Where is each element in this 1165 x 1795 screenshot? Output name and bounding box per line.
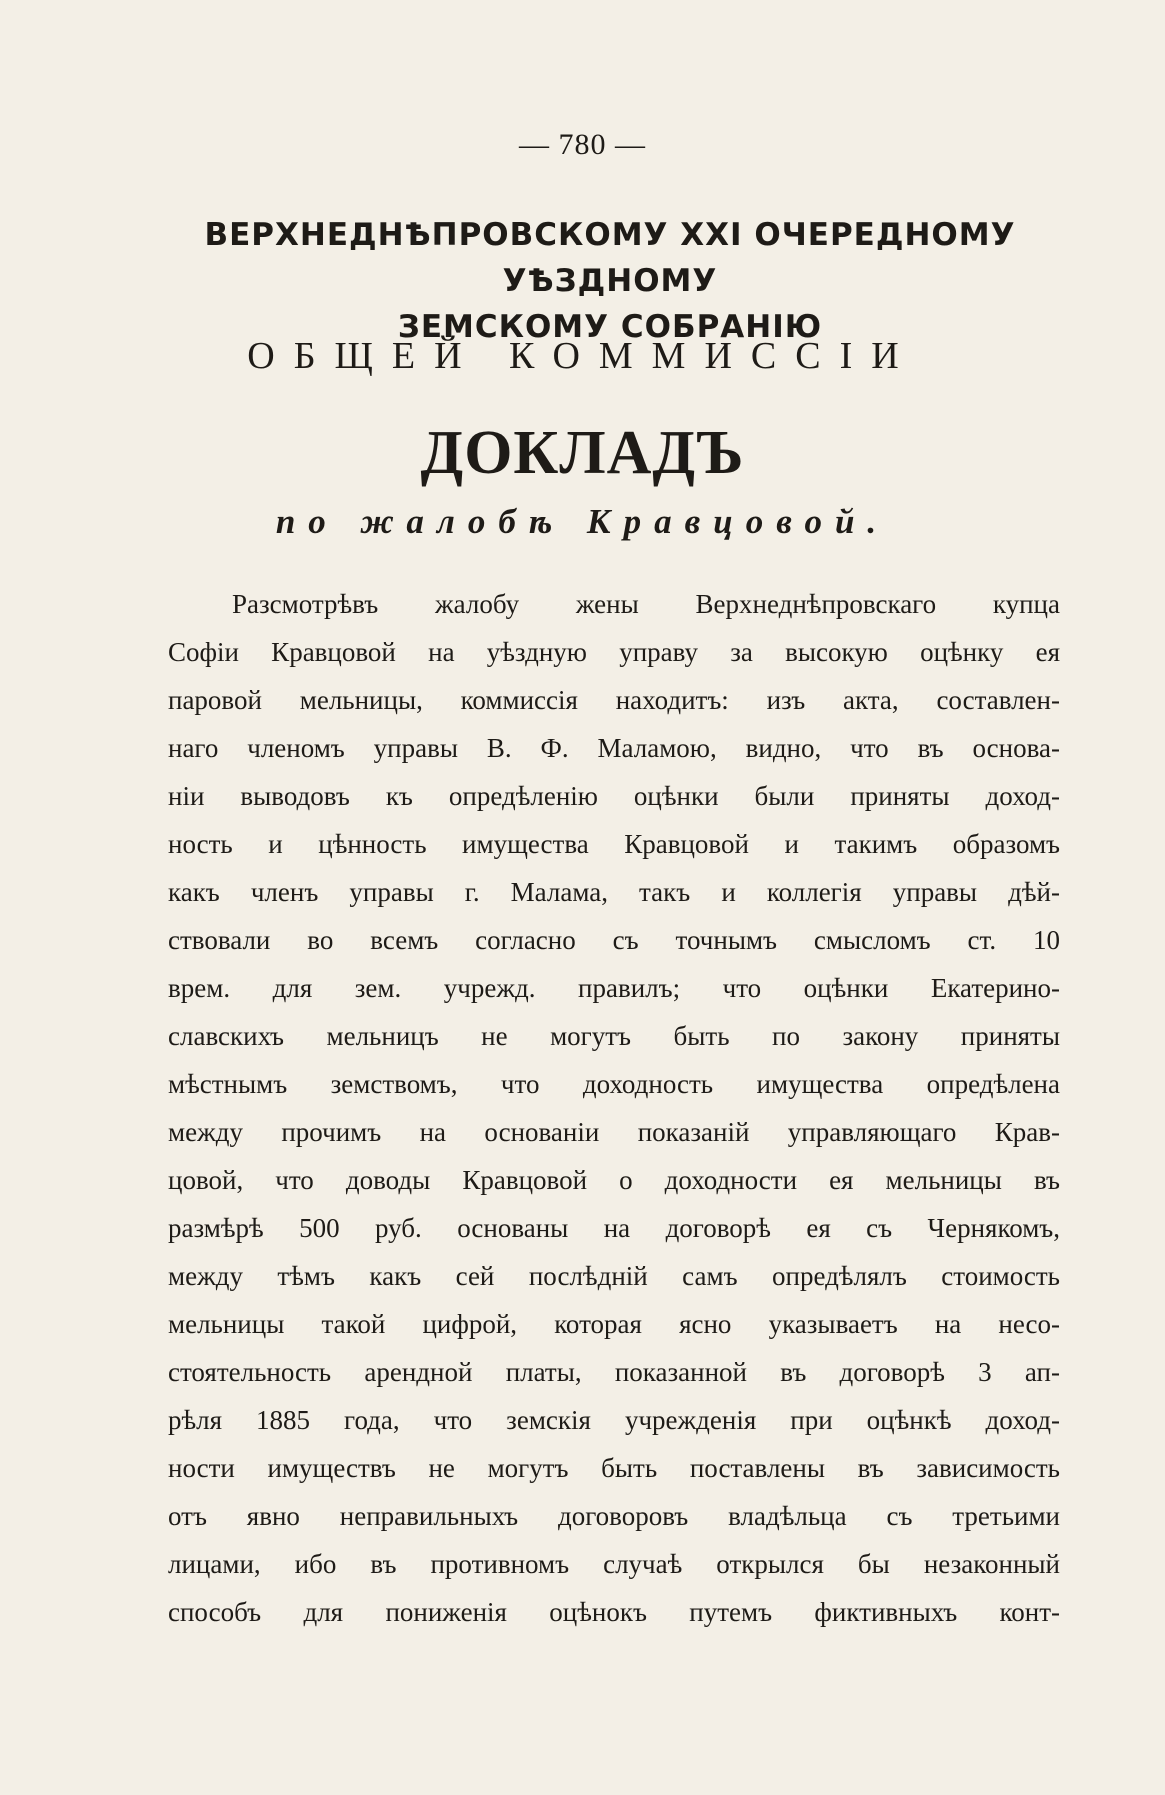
commission-title: ОБЩЕЙ КОММИССІИ — [247, 335, 918, 377]
body-line: какъ членъ управы г. Малама, такъ и коллегія управы дѣй- — [168, 877, 1060, 907]
report-title: ДОКЛАДЪ — [420, 419, 745, 487]
body-line: мѣстнымъ земствомъ, что доходность имущества опредѣлена — [168, 1069, 1060, 1099]
body-line: между прочимъ на основаніи показаній управляющаго Крав- — [168, 1117, 1060, 1147]
body-line: способъ для пониженія оцѣнокъ путемъ фиктивныхъ конт- — [168, 1597, 1060, 1627]
body-line: отъ явно неправильныхъ договоровъ владѣльца съ третьими — [168, 1501, 1060, 1531]
body-line: Разсмотрѣвъ жалобу жены Верхнеднѣпровскаго купца — [232, 589, 1060, 619]
body-line: мельницы такой цифрой, которая ясно указываетъ на несо- — [168, 1309, 1060, 1339]
body-line: рѣля 1885 года, что земскія учрежденія при оцѣнкѣ доход- — [168, 1405, 1060, 1435]
body-line: врем. для зем. учрежд. правилъ; что оцѣнки Екатерино- — [168, 973, 1060, 1003]
body-line: паровой мельницы, коммиссія находитъ: изъ акта, составлен- — [168, 685, 1060, 715]
body-line: ность и цѣнность имущества Кравцовой и такимъ образомъ — [168, 829, 1060, 859]
addressee-heading-line-1: ВЕРХНЕДНѢПРОВСКОМУ XXI ОЧЕРЕДНОМУ УѢЗДНОМУ — [204, 217, 1016, 299]
body-line: славскихъ мельницъ не могутъ быть по закону приняты — [168, 1021, 1060, 1051]
body-line: ности имуществъ не могутъ быть поставлены въ зависимость — [168, 1453, 1060, 1483]
page-number: — 780 — — [519, 128, 646, 161]
report-body — [168, 580, 1060, 1636]
body-line: лицами, ибо въ противномъ случаѣ открылся бы незаконный — [168, 1549, 1060, 1579]
body-line: ніи выводовъ къ опредѣленію оцѣнки были приняты доход- — [168, 781, 1060, 811]
addressee-heading-line-2: ЗЕМСКОМУ СОБРАНІЮ — [397, 309, 823, 345]
body-line: ствовали во всемъ согласно съ точнымъ смысломъ ст. 10 — [168, 925, 1060, 955]
body-line: цовой, что доводы Кравцовой о доходности ея мельницы въ — [168, 1165, 1060, 1195]
body-line: стоятельность арендной платы, показанной въ договорѣ 3 ап- — [168, 1357, 1060, 1387]
body-line: наго членомъ управы В. Ф. Маламою, видно, что въ основа- — [168, 733, 1060, 763]
body-line: размѣрѣ 500 руб. основаны на договорѣ ея съ Чернякомъ, — [168, 1213, 1060, 1243]
addressee-heading — [160, 212, 1060, 350]
body-line: между тѣмъ какъ сей послѣдній самъ опредѣлялъ стоимость — [168, 1261, 1060, 1291]
report-subtitle: по жалобѣ Кравцовой. — [275, 502, 890, 541]
body-line: Софіи Кравцовой на уѣздную управу за высокую оцѣнку ея — [168, 637, 1060, 667]
